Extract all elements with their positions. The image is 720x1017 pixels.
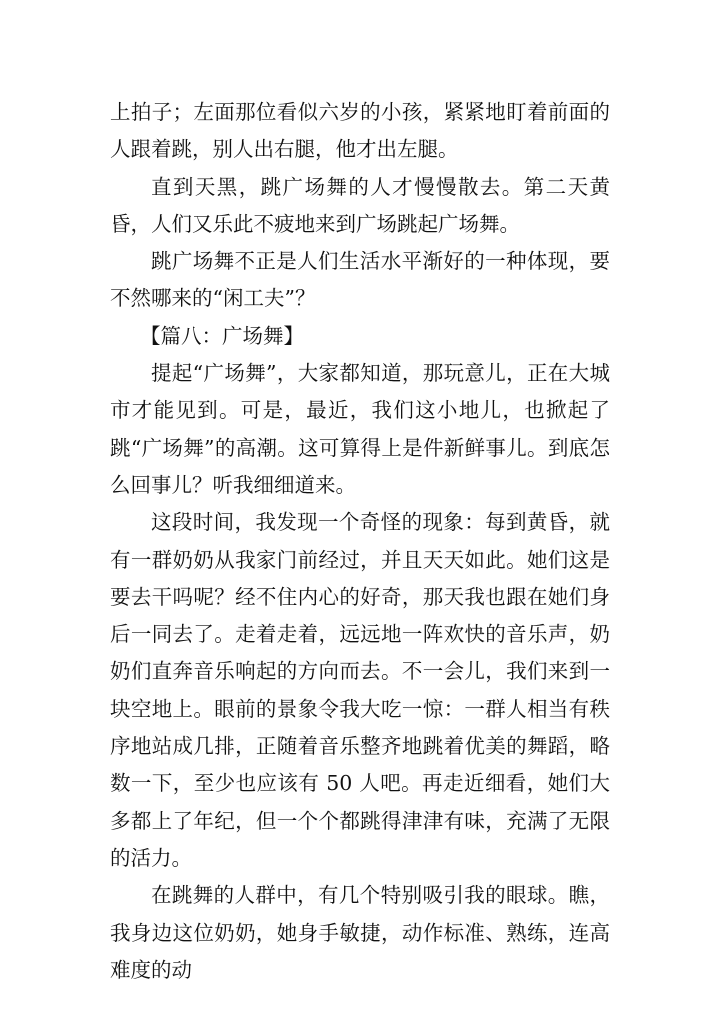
paragraph: 提起“广场舞”，大家都知道，那玩意儿，正在大城市才能见到。可是，最近，我们这小地儿，也掀起了跳“广场舞”的高潮。这可算得上是件新鲜事儿。到底怎么回事儿？听我细细道来。	[110, 361, 610, 497]
paragraph: 跳广场舞不正是人们生活水平渐好的一种体现，要不然哪来的“闲工夫”？	[110, 249, 610, 311]
paragraph: 在跳舞的人群中，有几个特别吸引我的眼球。瞧，我身边这位奶奶，她身手敏捷，动作标准、熟练，连高难度的动	[110, 883, 610, 982]
paragraph: 这段时间，我发现一个奇怪的现象：每到黄昏，就有一群奶奶从我家门前经过，并且天天如此。她们这是要去干吗呢？经不住内心的好奇，那天我也跟在她们身后一同去了。走着走着，远远地一阵欢快的音乐声，奶奶们直奔音乐响起的方向而去。不一会儿，我们来到一块空地上。眼前的景象令我大吃一惊：一群人相当有秩序地站成几排，正随着音乐整齐地跳着优美的舞蹈，略数一下，至少也应该有 50 人吧。再走近细看，她们大多都上了年纪，但一个个都跳得津津有味，充满了无限的活力。	[110, 510, 610, 870]
section-heading: 【篇八：广场舞】	[140, 323, 304, 348]
paragraph-continued: 上拍子；左面那位看似六岁的小孩，紧紧地盯着前面的人跟着跳，别人出右腿，他才出左腿。	[110, 100, 610, 162]
document-body	[110, 94, 610, 989]
paragraph: 直到天黑，跳广场舞的人才慢慢散去。第二天黄昏，人们又乐此不疲地来到广场跳起广场舞。	[110, 174, 610, 236]
